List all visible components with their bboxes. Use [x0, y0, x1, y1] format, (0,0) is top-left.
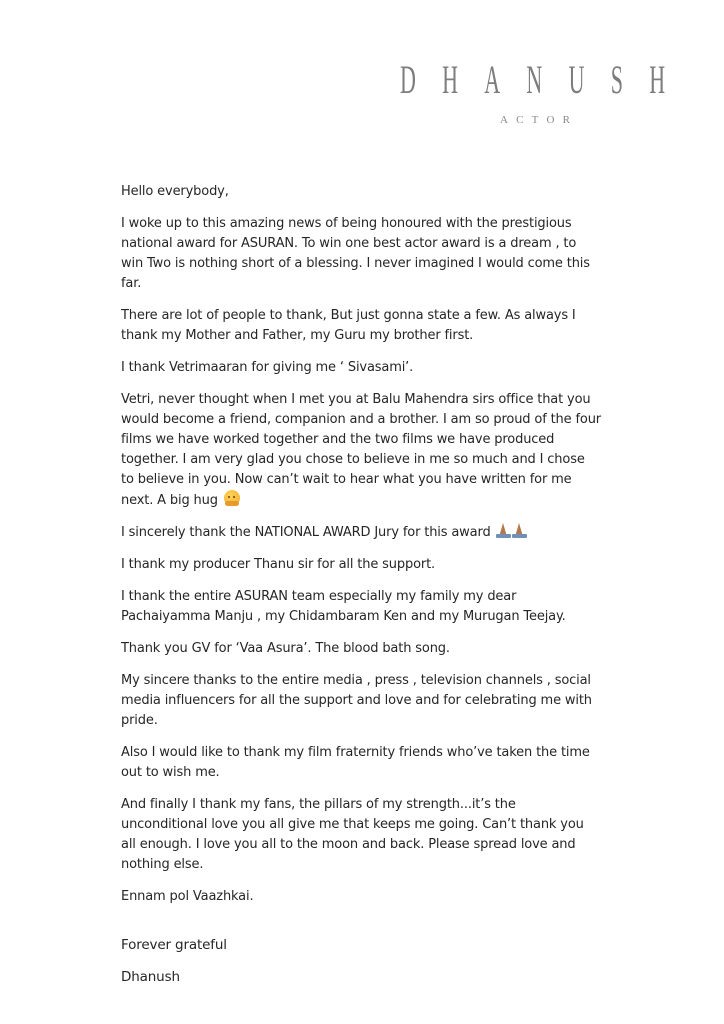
paragraph-jury — [121, 523, 601, 543]
brand-letter: H — [442, 57, 459, 102]
paragraph-fans: And finally I thank my fans, the pillars of my strength...it’s the unconditional love you all give me that keeps me going. Can’t thank you all enough. I love you all to the moon and back. Please spread love and nothing else. — [121, 797, 584, 872]
brand-letter: A — [484, 57, 501, 102]
hugging-face-icon — [224, 490, 240, 506]
paragraph-vetri — [121, 390, 601, 511]
subtitle-letter: A — [500, 114, 508, 126]
paragraph-thanks-family: There are lot of people to thank, But just gonna state a few. As always I thank my Mother and Father, my Guru my brother first. — [121, 308, 576, 343]
signature: Dhanush — [121, 969, 180, 985]
brand-name — [400, 58, 665, 102]
brand-letter: N — [526, 57, 543, 102]
paragraph-motto: Ennam pol Vaazhkai. — [121, 889, 254, 904]
brand-subtitle — [500, 114, 570, 126]
brand-letter: U — [568, 57, 585, 102]
subtitle-letter: T — [531, 114, 539, 126]
brand-letter: D — [400, 57, 416, 102]
letter-body — [121, 182, 601, 999]
paragraph-vetri-text: Vetri, never thought when I met you at Balu Mahendra sirs office that you would become a friend, companion and a brother. I am so proud of the four films we have worked together and the two films we have produced together. I am very glad you chose to believe in me so much and I chose to believe in you. Now can’t wait to hear what you have written for me next. A big hug — [121, 392, 601, 508]
paragraph-fraternity: Also I would like to thank my film fraternity friends who’ve taken the time out to wish me. — [121, 745, 590, 780]
paragraph-media: My sincere thanks to the entire media , press , television channels , social media influencers for all the support and love and for celebrating me with pride. — [121, 673, 592, 728]
paragraph-jury-text: I sincerely thank the NATIONAL AWARD Jury for this award — [121, 525, 491, 540]
folded-hands-icon — [512, 523, 527, 538]
paragraph-vetrimaaran: I thank Vetrimaaran for giving me ‘ Sivasami’. — [121, 360, 414, 375]
paragraph-asuran-team: I thank the entire ASURAN team especially my family my dear Pachaiyamma Manju , my Chidambaram Ken and my Murugan Teejay. — [121, 589, 566, 624]
folded-hands-icon — [496, 523, 511, 538]
letterhead — [400, 57, 666, 126]
paragraph-producer: I thank my producer Thanu sir for all the support. — [121, 557, 435, 572]
paragraph-gv: Thank you GV for ‘Vaa Asura’. The blood bath song. — [121, 641, 450, 656]
closing-line: Forever grateful — [121, 937, 227, 953]
greeting: Hello everybody, — [121, 184, 229, 199]
paragraph-national-award: I woke up to this amazing news of being honoured with the prestigious national award for ASURAN. To win one best actor award is a dream , to win Two is nothing short of a blessing. I never imagined I would come this far. — [121, 216, 590, 291]
brand-letter: S — [610, 57, 623, 102]
subtitle-letter: R — [562, 114, 570, 126]
subtitle-letter: C — [516, 114, 524, 126]
subtitle-letter: O — [546, 114, 555, 126]
brand-letter: H — [649, 57, 666, 102]
